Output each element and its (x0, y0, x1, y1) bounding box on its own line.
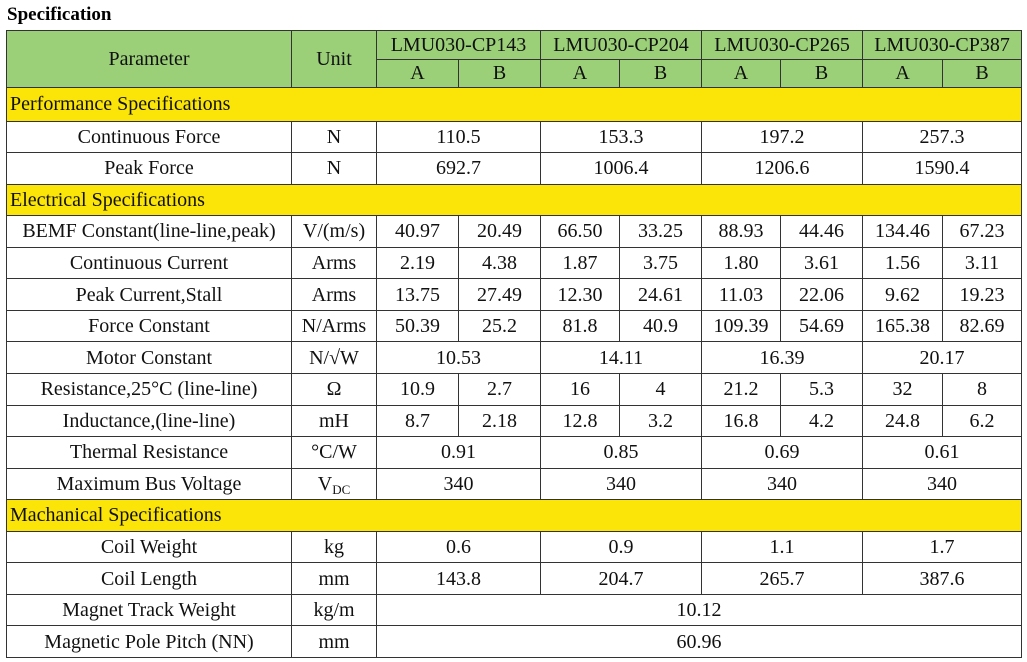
param-name: Motor Constant (7, 342, 292, 374)
value-cell: 66.50 (541, 216, 620, 248)
param-name: Peak Current,Stall (7, 279, 292, 311)
header-model: LMU030-CP387 (863, 31, 1022, 60)
header-variant: B (620, 59, 702, 88)
header-variant: B (459, 59, 541, 88)
value-cell: 1590.4 (863, 153, 1022, 185)
value-cell: 387.6 (863, 563, 1022, 595)
value-cell: 40.97 (377, 216, 459, 248)
value-cell: 11.03 (702, 279, 781, 311)
value-cell: 9.62 (863, 279, 943, 311)
section-mechanical: Machanical Specifications (7, 500, 1022, 532)
value-cell: 54.69 (781, 310, 863, 342)
header-variant: A (702, 59, 781, 88)
header-row-models (7, 31, 1022, 60)
value-cell: 0.6 (377, 531, 541, 563)
value-cell: 32 (863, 373, 943, 405)
section-performance: Performance Specifications (7, 88, 1022, 122)
param-name: BEMF Constant(line-line,peak) (7, 216, 292, 248)
table-row (7, 373, 1022, 405)
table-row (7, 310, 1022, 342)
value-cell: 692.7 (377, 153, 541, 185)
section-electrical: Electrical Specifications (7, 184, 1022, 216)
param-name: Coil Length (7, 563, 292, 595)
param-name: Magnet Track Weight (7, 594, 292, 626)
value-cell: 20.49 (459, 216, 541, 248)
header-model: LMU030-CP265 (702, 31, 863, 60)
param-name: Continuous Current (7, 247, 292, 279)
param-name: Continuous Force (7, 121, 292, 153)
value-cell: 14.11 (541, 342, 702, 374)
value-cell: 24.61 (620, 279, 702, 311)
table-row (7, 468, 1022, 500)
value-cell: 82.69 (943, 310, 1022, 342)
value-cell: 16.8 (702, 405, 781, 437)
table-row (7, 342, 1022, 374)
param-unit: V/(m/s) (292, 216, 377, 248)
value-cell: 1006.4 (541, 153, 702, 185)
param-unit: kg/m (292, 594, 377, 626)
value-cell: 1.80 (702, 247, 781, 279)
value-cell: 1.56 (863, 247, 943, 279)
param-unit: Arms (292, 279, 377, 311)
value-cell: 257.3 (863, 121, 1022, 153)
param-name: Force Constant (7, 310, 292, 342)
value-cell: 10.12 (377, 594, 1022, 626)
value-cell: 81.8 (541, 310, 620, 342)
value-cell: 153.3 (541, 121, 702, 153)
value-cell: 12.30 (541, 279, 620, 311)
value-cell: 5.3 (781, 373, 863, 405)
value-cell: 4.2 (781, 405, 863, 437)
header-variant: A (863, 59, 943, 88)
header-model: LMU030-CP143 (377, 31, 541, 60)
value-cell: 4 (620, 373, 702, 405)
value-cell: 6.2 (943, 405, 1022, 437)
table-row (7, 247, 1022, 279)
table-row (7, 531, 1022, 563)
table-row (7, 153, 1022, 185)
section-row-electrical (7, 184, 1022, 216)
header-variant: B (943, 59, 1022, 88)
param-name: Maximum Bus Voltage (7, 468, 292, 500)
value-cell: 3.75 (620, 247, 702, 279)
value-cell: 8 (943, 373, 1022, 405)
value-cell: 1.1 (702, 531, 863, 563)
table-row (7, 563, 1022, 595)
param-unit: °C/W (292, 437, 377, 469)
value-cell: 1.87 (541, 247, 620, 279)
value-cell: 110.5 (377, 121, 541, 153)
table-row (7, 594, 1022, 626)
param-unit: mH (292, 405, 377, 437)
value-cell: 19.23 (943, 279, 1022, 311)
param-unit: N/√W (292, 342, 377, 374)
header-variant: B (781, 59, 863, 88)
value-cell: 27.49 (459, 279, 541, 311)
header-unit: Unit (292, 31, 377, 88)
param-name: Peak Force (7, 153, 292, 185)
param-unit: mm (292, 563, 377, 595)
param-name: Thermal Resistance (7, 437, 292, 469)
value-cell: 2.18 (459, 405, 541, 437)
value-cell: 134.46 (863, 216, 943, 248)
param-unit: N (292, 153, 377, 185)
param-unit: Ω (292, 373, 377, 405)
value-cell: 3.2 (620, 405, 702, 437)
value-cell: 8.7 (377, 405, 459, 437)
value-cell: 3.61 (781, 247, 863, 279)
param-name: Resistance,25°C (line-line) (7, 373, 292, 405)
value-cell: 16 (541, 373, 620, 405)
value-cell: 143.8 (377, 563, 541, 595)
page-title: Specification (7, 4, 112, 25)
param-name: Inductance,(line-line) (7, 405, 292, 437)
value-cell: 109.39 (702, 310, 781, 342)
value-cell: 2.19 (377, 247, 459, 279)
value-cell: 340 (863, 468, 1022, 500)
table-row (7, 216, 1022, 248)
param-unit: kg (292, 531, 377, 563)
value-cell: 0.61 (863, 437, 1022, 469)
value-cell: 2.7 (459, 373, 541, 405)
header-parameter: Parameter (7, 31, 292, 88)
value-cell: 21.2 (702, 373, 781, 405)
value-cell: 12.8 (541, 405, 620, 437)
value-cell: 24.8 (863, 405, 943, 437)
table-row (7, 405, 1022, 437)
value-cell: 0.91 (377, 437, 541, 469)
value-cell: 165.38 (863, 310, 943, 342)
value-cell: 13.75 (377, 279, 459, 311)
value-cell: 22.06 (781, 279, 863, 311)
value-cell: 0.85 (541, 437, 702, 469)
param-unit: Arms (292, 247, 377, 279)
param-name: Magnetic Pole Pitch (NN) (7, 626, 292, 658)
value-cell: 25.2 (459, 310, 541, 342)
specification-table (6, 30, 1022, 658)
value-cell: 33.25 (620, 216, 702, 248)
section-row-mechanical (7, 500, 1022, 532)
value-cell: 0.69 (702, 437, 863, 469)
value-cell: 44.46 (781, 216, 863, 248)
table-row (7, 279, 1022, 311)
param-unit: mm (292, 626, 377, 658)
value-cell: 40.9 (620, 310, 702, 342)
value-cell: 10.9 (377, 373, 459, 405)
unit-subscript: DC (332, 481, 351, 497)
value-cell: 340 (377, 468, 541, 500)
value-cell: 60.96 (377, 626, 1022, 658)
value-cell: 1.7 (863, 531, 1022, 563)
header-variant: A (541, 59, 620, 88)
unit-main: V (317, 472, 333, 495)
param-unit (292, 468, 377, 500)
value-cell: 197.2 (702, 121, 863, 153)
value-cell: 10.53 (377, 342, 541, 374)
param-name: Coil Weight (7, 531, 292, 563)
value-cell: 340 (702, 468, 863, 500)
value-cell: 50.39 (377, 310, 459, 342)
value-cell: 3.11 (943, 247, 1022, 279)
value-cell: 0.9 (541, 531, 702, 563)
table-row (7, 437, 1022, 469)
table-row (7, 121, 1022, 153)
value-cell: 265.7 (702, 563, 863, 595)
value-cell: 88.93 (702, 216, 781, 248)
header-model: LMU030-CP204 (541, 31, 702, 60)
section-row-performance (7, 88, 1022, 122)
param-unit: N (292, 121, 377, 153)
value-cell: 1206.6 (702, 153, 863, 185)
value-cell: 4.38 (459, 247, 541, 279)
value-cell: 204.7 (541, 563, 702, 595)
value-cell: 67.23 (943, 216, 1022, 248)
header-variant: A (377, 59, 459, 88)
value-cell: 20.17 (863, 342, 1022, 374)
value-cell: 340 (541, 468, 702, 500)
table-row (7, 626, 1022, 658)
param-unit: N/Arms (292, 310, 377, 342)
value-cell: 16.39 (702, 342, 863, 374)
